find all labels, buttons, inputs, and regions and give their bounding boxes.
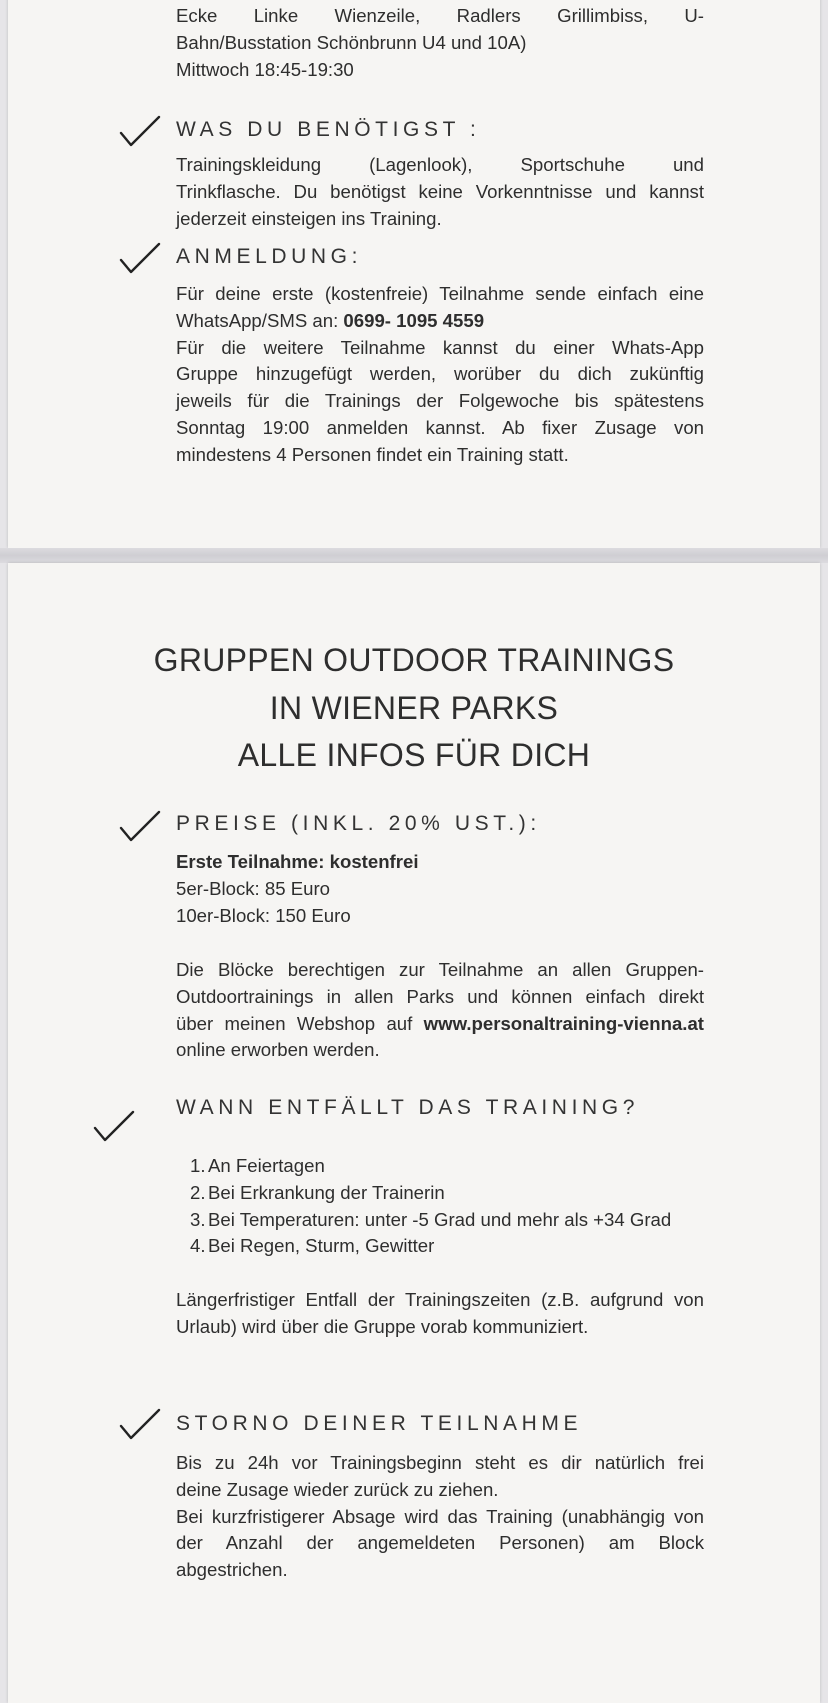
needs-line-1: Trainingskleidung (Lagenlook), Sportschuhe und [176, 154, 704, 175]
list-item: 3. Bei Temperaturen: unter -5 Grad und mehr als +34 Grad [190, 1208, 672, 1230]
storno-paragraph [176, 1450, 704, 1584]
cancellation-heading: WANN ENTFÄLLT DAS TRAINING? [176, 1096, 639, 1119]
prices-info-line-2: Outdoortrainings in allen Parks und können einfach direkt [176, 985, 704, 1007]
registration-line-5: jeweils für die Trainings der Folgewoche bis spätestens [176, 390, 704, 412]
prices-info-line-4: online erworben werden. [176, 1039, 380, 1061]
title-line-2: IN WIENER PARKS [269, 689, 559, 726]
checkmark-icon [118, 240, 164, 280]
storno-line-1: Bis zu 24h vor Trainingsbeginn steht es dir natürlich frei [176, 1452, 704, 1473]
checkmark-icon [118, 808, 164, 848]
registration-line-3: Für die weitere Teilnahme kannst du einer Whats-App [176, 336, 704, 358]
registration-line-1: Für deine erste (kostenfreie) Teilnahme sende einfach eine [176, 283, 704, 304]
block-5-price: 5er-Block: 85 Euro [176, 877, 330, 899]
registration-line-2: WhatsApp/SMS an: 0699- 1095 4559 [176, 309, 485, 331]
registration-heading: ANMELDUNG: [176, 245, 363, 268]
cancellation-note [176, 1287, 704, 1341]
prices-info-line-1: Die Blöcke berechtigen zur Teilnahme an allen Gruppen- [176, 959, 704, 980]
checkmark-icon [118, 1406, 164, 1446]
prices-list [176, 849, 704, 929]
registration-line-7: mindestens 4 Personen findet ein Training statt. [176, 443, 569, 465]
storno-heading: STORNO DEINER TEILNAHME [176, 1412, 583, 1435]
list-item: 2. Bei Erkrankung der Trainerin [190, 1181, 445, 1203]
page-separator [0, 548, 828, 563]
registration-line-4: Gruppe hinzugefügt werden, worüber du dich zukünftig [176, 363, 704, 385]
needs-heading: WAS DU BENÖTIGST : [176, 118, 481, 141]
cancellation-note-line-2: Urlaub) wird über die Gruppe vorab kommuniziert. [176, 1315, 589, 1337]
block-10-price: 10er-Block: 150 Euro [176, 904, 351, 926]
storno-line-4: der Anzahl der angemeldeten Personen) am Block [176, 1532, 704, 1554]
needs-line-3: jederzeit einsteigen ins Training. [176, 207, 442, 229]
cancellation-reasons-list [190, 1153, 671, 1260]
schedule-time: Mittwoch 18:45-19:30 [176, 58, 354, 80]
location-line-2: Bahn/Busstation Schönbrunn U4 und 10A) [176, 31, 527, 53]
storno-line-5: abgestrichen. [176, 1559, 288, 1581]
location-paragraph [176, 3, 704, 83]
prices-info-line-3: über meinen Webshop auf www.personaltraining-vienna.at [176, 1012, 704, 1034]
list-item: 4. Bei Regen, Sturm, Gewitter [190, 1235, 435, 1257]
checkmark-icon [92, 1108, 138, 1148]
prices-heading: PREISE (INKL. 20% UST.): [176, 812, 541, 835]
title-line-1: GRUPPEN OUTDOOR TRAININGS [153, 642, 675, 678]
needs-paragraph [176, 152, 704, 232]
cancellation-note-line-1: Längerfristiger Entfall der Trainingszeiten (z.B. aufgrund von [176, 1289, 704, 1310]
storno-line-2: deine Zusage wieder zurück zu ziehen. [176, 1478, 499, 1500]
phone-number: 0699- 1095 4559 [343, 309, 485, 331]
page-title [8, 637, 820, 780]
first-session-price: Erste Teilnahme: kostenfrei [176, 851, 419, 872]
registration-line-6: Sonntag 19:00 anmelden kannst. Ab fixer Zusage von [176, 416, 704, 438]
needs-line-2: Trinkflasche. Du benötigst keine Vorkenntnisse und kannst [176, 180, 704, 202]
list-item: 1. An Feiertagen [190, 1155, 325, 1176]
location-line-1: Ecke Linke Wienzeile, Radlers Grillimbiss, U- [176, 5, 704, 26]
storno-line-3: Bei kurzfristigerer Absage wird das Training (unabhängig von [176, 1505, 704, 1527]
registration-paragraph [176, 281, 704, 469]
prices-info-paragraph [176, 957, 704, 1064]
title-line-3: ALLE INFOS FÜR DICH [237, 737, 591, 773]
checkmark-icon [118, 113, 164, 153]
website-link[interactable]: www.personaltraining-vienna.at [423, 1012, 704, 1034]
